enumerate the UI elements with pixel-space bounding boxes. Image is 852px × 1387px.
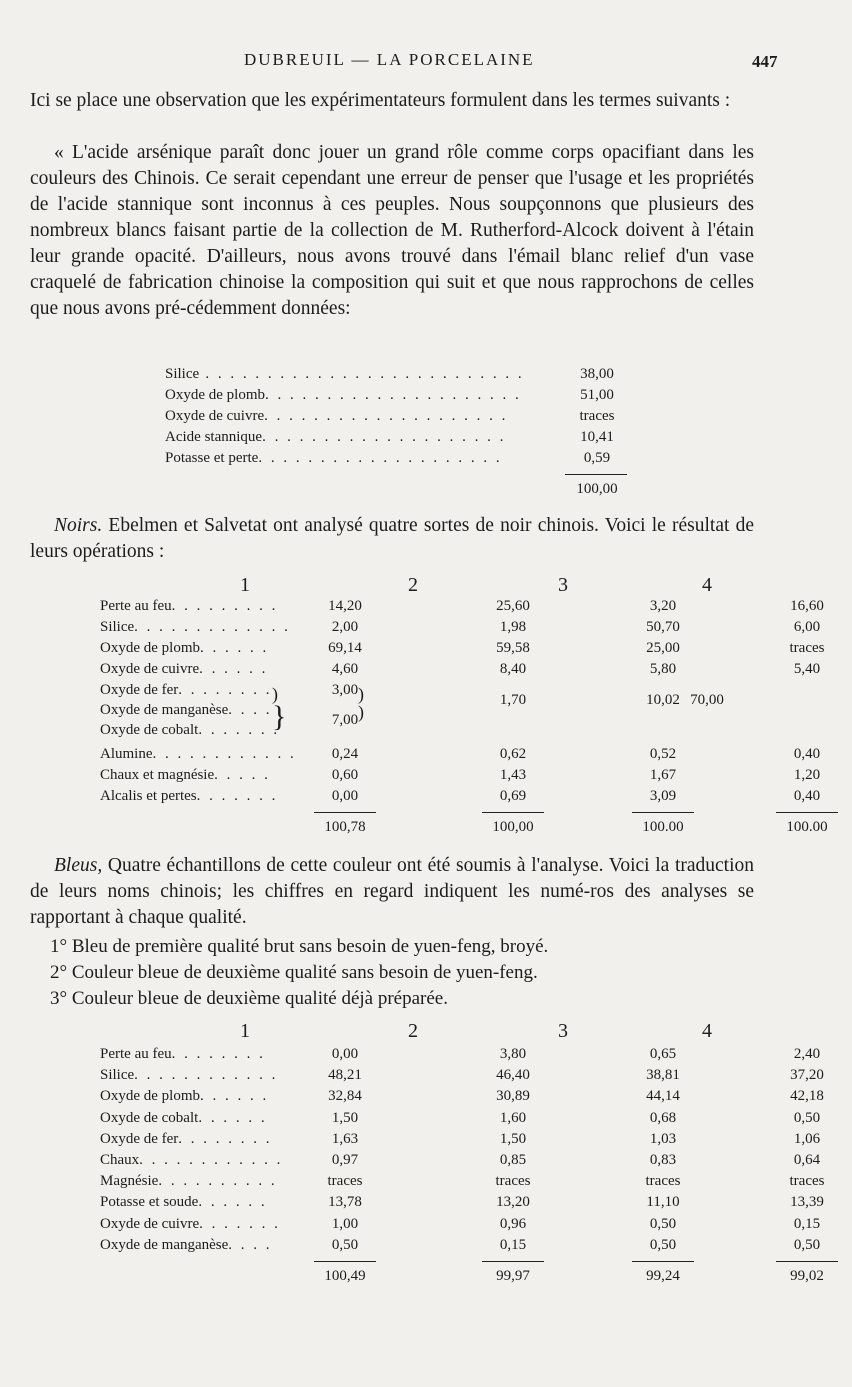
sum-rule [632, 1261, 694, 1262]
leader-dots: . . . . . . [199, 1088, 269, 1105]
cell-value: 1,20 [793, 767, 821, 783]
row-value: 38,00 [580, 366, 614, 382]
table-row [100, 1173, 825, 1193]
cell-value: 5,80 [649, 661, 677, 677]
leader-dots: . . . . . . . . . . [158, 1173, 278, 1190]
table-row [100, 788, 821, 808]
table-row [100, 598, 824, 618]
cell-value: 0,52 [649, 746, 677, 762]
row-label [165, 387, 521, 404]
cell-value: 1,00 [331, 1215, 359, 1232]
noirs-heading: Noirs. [54, 515, 103, 536]
leader-dots: . . . . . . . . . [171, 598, 278, 614]
table-row [165, 387, 635, 407]
cell-value: 13,20 [496, 1194, 530, 1211]
total-value: 100,00 [492, 819, 534, 835]
leader-dots: . . . . . . . [199, 1215, 281, 1232]
cell-value: 0,50 [793, 1236, 821, 1253]
cell-value: 3,00 [331, 682, 359, 698]
cell-value: 10,02 [646, 692, 680, 708]
column-number: 1 [240, 1020, 250, 1042]
row-value: traces [579, 408, 615, 424]
leader-dots: . . . . [228, 702, 273, 718]
cell-value: 30,89 [496, 1088, 530, 1105]
table-row [165, 450, 635, 470]
leader-dots: . . . . . . . . . . . . [152, 746, 297, 762]
total-value: 100.00 [642, 819, 684, 835]
leader-dots: . . . . . . . [198, 722, 280, 738]
cell-value: 0,00 [331, 1046, 359, 1062]
row-label-text: Oxyde de manganèse [100, 702, 229, 718]
column-number: 4 [702, 1020, 712, 1042]
cell-value: traces [495, 1173, 531, 1190]
totals-row [100, 1268, 824, 1288]
cell-value: 1,50 [499, 1130, 527, 1147]
row-label [100, 746, 296, 763]
cell-value: 2,00 [331, 619, 359, 635]
leader-dots: . . . . . . . . . . . . . . . . . . . . [262, 429, 506, 445]
cell-value: 13,39 [790, 1194, 824, 1211]
cell-value: 25,60 [496, 598, 530, 614]
column-number: 3 [558, 574, 568, 596]
table-row [100, 1194, 824, 1214]
cell-value: 42,18 [790, 1088, 824, 1105]
row-label [100, 1088, 269, 1105]
table-row [165, 408, 635, 428]
cell-value: 46,40 [496, 1067, 530, 1084]
row-label [100, 661, 268, 678]
column-number: 3 [558, 1020, 568, 1042]
total-value: 100,00 [576, 481, 618, 497]
table-row [100, 767, 821, 787]
bleus-text: Quatre échantillons de cette couleur ont été soumis à l'analyse. Voici la traduction de leurs noms chinois; les chiffres en regard indiquent les numé-ros des analyses se rapportant à chaque qualité. [30, 855, 755, 928]
cell-value: 0,50 [793, 1109, 821, 1126]
cell-value: 1,70 [499, 692, 527, 708]
cell-value: 48,21 [328, 1067, 362, 1084]
row-label-text: Oxyde de fer [100, 1130, 179, 1147]
row-label [100, 1046, 265, 1063]
sum-rule [314, 812, 376, 813]
row-label-text: Chaux et magnésie [100, 767, 215, 783]
cell-value: 0,50 [331, 1236, 359, 1253]
row-label-text: Oxyde de cuivre [165, 408, 265, 424]
row-label-text: Silice [100, 619, 135, 635]
table-row [100, 1046, 821, 1066]
row-label [100, 682, 272, 699]
leader-dots: . . . . . . [199, 640, 269, 656]
leader-dots: . . . . . . . . . . . . [139, 1152, 283, 1168]
cell-value: 1,06 [793, 1130, 821, 1147]
row-label-text: Oxyde de cobalt [100, 722, 199, 738]
table-row [100, 1215, 821, 1236]
table-row [165, 429, 635, 449]
total-value: 99,97 [496, 1268, 530, 1284]
leader-dots: . . . . . . . . . . . . . . . . . . . . [258, 450, 503, 466]
cell-value: 44,14 [646, 1088, 680, 1105]
cell-value: 37,20 [790, 1067, 824, 1084]
row-label-text: Oxyde de cuivre [100, 661, 200, 677]
cell-value: 14,20 [328, 598, 362, 614]
bleus-item-1: 1° Bleu de première qualité brut sans besoin de yuen-feng, broyé. [50, 936, 549, 957]
row-label-text: Silice [165, 366, 200, 382]
row-value: 10,41 [580, 429, 614, 445]
row-label-text: Chaux [100, 1152, 140, 1168]
cell-value: 0,97 [331, 1152, 359, 1168]
leader-dots: . . . . . . [198, 1109, 268, 1126]
cell-value: 1,50 [331, 1109, 359, 1126]
cell-value: 25,00 [646, 640, 680, 656]
table-row [100, 1109, 821, 1130]
leader-dots: . . . . . . . . [178, 682, 273, 698]
row-label [100, 619, 290, 636]
sum-rule [776, 1261, 838, 1262]
cell-value: 1,67 [649, 767, 677, 783]
bleus-item-2: 2° Couleur bleue de deuxième qualité sans besoin de yuen-feng. [50, 962, 538, 983]
leader-dots: . . . . . . [199, 661, 268, 677]
cell-value: traces [789, 640, 825, 656]
table-row [100, 1152, 821, 1172]
cell-value: 3,09 [649, 788, 677, 804]
row-label-text: Silice [100, 1067, 135, 1084]
cell-value: 0,24 [331, 746, 359, 762]
row-label [100, 1237, 272, 1254]
cell-value: 11,10 [646, 1194, 680, 1211]
leader-dots: . . . . . . . [196, 788, 278, 804]
table-row [100, 1067, 824, 1087]
cell-value: 0,83 [649, 1152, 677, 1168]
table-row [100, 640, 825, 660]
intro-paragraph: Ici se place une observation que les expérimentateurs formulent dans les termes suivants : [30, 90, 731, 111]
cell-value: 0,62 [499, 746, 527, 762]
row-label [165, 366, 524, 383]
table-row [100, 722, 760, 742]
leader-dots: . . . . . [214, 767, 271, 783]
row-label-text: Oxyde de cuivre [100, 1215, 200, 1232]
row-label [100, 640, 269, 657]
row-label-text: Alcalis et pertes [100, 788, 197, 804]
row-label [165, 408, 508, 425]
bleus-heading: Bleus, [54, 855, 103, 876]
brace-left: ) [272, 684, 278, 704]
cell-value: 50,70 [646, 619, 680, 635]
row-label [100, 598, 278, 615]
cell-value: 0,15 [499, 1236, 527, 1253]
leader-dots: . . . . . . . . [171, 1046, 266, 1062]
row-label-text: Magnésie [100, 1173, 159, 1190]
cell-value: 59,58 [496, 640, 530, 656]
cell-value: 8,40 [499, 661, 527, 677]
leader-dots: . . . . . . . . . . . . . . . . . . . . [264, 408, 508, 424]
total-value: 99,24 [646, 1268, 680, 1284]
leader-dots: . . . . . . . . . . . . . . . . . . . . . [264, 387, 522, 403]
column-number: 1 [240, 574, 250, 596]
sum-rule [776, 812, 838, 813]
row-label-text: Oxyde de plomb [165, 387, 265, 403]
column-number: 2 [408, 574, 418, 596]
row-label-text: Potasse et soude [100, 1194, 199, 1211]
leader-dots: . . . . . . [198, 1194, 268, 1211]
row-label [165, 429, 506, 446]
cell-value: 0,96 [499, 1215, 527, 1232]
bleus-paragraph [30, 853, 754, 931]
row-label-text: Oxyde de fer [100, 682, 179, 698]
leader-dots: . . . . . . . . [178, 1130, 273, 1147]
row-label-text: Acide stannique [165, 429, 263, 445]
noirs-text: Ebelmen et Salvetat ont analysé quatre sortes de noir chinois. Voici le résultat de leurs opérations : [30, 515, 754, 562]
row-label [100, 788, 278, 805]
table-row [100, 1236, 821, 1257]
cell-value: traces [645, 1173, 681, 1190]
table-row [100, 1088, 824, 1108]
leader-dots: . . . . . . . . . . . . . . . . . . . . . . . . . . [199, 366, 525, 382]
row-value: 0,59 [583, 450, 611, 466]
table-row [100, 1130, 821, 1151]
row-label [100, 767, 270, 784]
brace-right: ) [358, 702, 364, 722]
row-label [100, 1110, 267, 1127]
table-row [100, 619, 821, 639]
noirs-paragraph [30, 513, 754, 565]
cell-value: 1,63 [331, 1130, 359, 1147]
cell-value: 38,81 [646, 1067, 680, 1084]
column-number: 4 [702, 574, 712, 596]
row-label-text: Oxyde de cobalt [100, 1109, 199, 1126]
row-value: 51,00 [580, 387, 614, 403]
cell-value: 0,65 [649, 1046, 677, 1062]
table-row [100, 661, 821, 681]
page-number: 447 [752, 52, 778, 71]
row-label [100, 1194, 267, 1211]
sum-rule [565, 474, 627, 475]
cell-value: 0,00 [331, 788, 359, 804]
table-row [165, 366, 635, 386]
cell-value: 6,00 [793, 619, 821, 635]
cell-value: 7,00 [331, 712, 359, 728]
total-value: 100,78 [324, 819, 366, 835]
quote-paragraph: « L'acide arsénique paraît donc jouer un grand rôle comme corps opacifiant dans les couleurs des Chinois. Ce serait cependant une erreur de penser que l'usage et les propriétés de l'acide stannique sont inconnus à ces peuples. Nous soupçonnons que plusieurs des nombreux blancs faisant partie de la collection de M. Rutherford-Alcock doivent à l'étain leur grande opacité. D'ailleurs, nous avons trouvé dans l'émail blanc relief d'un vase craquelé de fabrication chinoise la composition qui suit et que nous rapprochons de celles que nous avons pré-cédemment données: [30, 142, 754, 319]
sum-rule [482, 1261, 544, 1262]
brace-left: } [272, 700, 287, 733]
total-value: 100.00 [786, 819, 828, 835]
row-label [100, 1152, 283, 1169]
row-label-text: Perte au feu [100, 598, 172, 614]
cell-value: 0,40 [793, 788, 821, 804]
cell-value: 0,64 [793, 1152, 821, 1168]
cell-value: 0,15 [793, 1215, 821, 1232]
total-value: 99,02 [790, 1268, 824, 1284]
row-label [100, 722, 280, 739]
cell-value: 0,50 [649, 1236, 677, 1253]
cell-value: 70,00 [690, 692, 724, 708]
cell-value: 3,20 [649, 598, 677, 614]
cell-value: 1,60 [499, 1109, 527, 1126]
row-label-text: Oxyde de plomb [100, 1088, 200, 1105]
totals-row [100, 819, 828, 839]
cell-value: 32,84 [328, 1088, 362, 1105]
cell-value: 5,40 [793, 661, 821, 677]
row-label-text: Potasse et perte [165, 450, 259, 466]
cell-value: 13,78 [328, 1194, 362, 1211]
cell-value: 2,40 [793, 1046, 821, 1062]
cell-value: 0,50 [649, 1215, 677, 1232]
cell-value: 16,60 [790, 598, 824, 614]
row-label-text: Oxyde de plomb [100, 640, 200, 656]
cell-value: 3,80 [499, 1046, 527, 1062]
row-label [100, 1173, 277, 1190]
sum-rule [314, 1261, 376, 1262]
page-header [0, 48, 800, 72]
cell-value: 0,40 [793, 746, 821, 762]
row-label [100, 702, 272, 719]
table-row [100, 746, 821, 766]
cell-value: 0,68 [649, 1109, 677, 1126]
row-label-text: Alumine [100, 746, 153, 762]
brace-right: ) [358, 684, 364, 704]
column-number: 2 [408, 1020, 418, 1042]
row-label [165, 450, 502, 467]
cell-value: 1,98 [499, 619, 527, 635]
leader-dots: . . . . [228, 1236, 273, 1253]
row-label-text: Oxyde de manganèse [100, 1236, 229, 1253]
leader-dots: . . . . . . . . . . . . [134, 1067, 278, 1084]
row-label [100, 1216, 280, 1233]
cell-value: 69,14 [328, 640, 362, 656]
cell-value: traces [789, 1173, 825, 1190]
cell-value: 0,60 [331, 767, 359, 783]
row-label [100, 1067, 278, 1084]
sum-rule [482, 812, 544, 813]
cell-value: 1,43 [499, 767, 527, 783]
cell-value: 4,60 [331, 661, 359, 677]
leader-dots: . . . . . . . . . . . . . [134, 619, 291, 635]
cell-value: 0,69 [499, 788, 527, 804]
cell-value: 1,03 [649, 1130, 677, 1147]
running-head: DUBREUIL — LA PORCELAINE [244, 50, 535, 69]
cell-value: 0,85 [499, 1152, 527, 1168]
sum-rule [632, 812, 694, 813]
bleus-item-3: 3° Couleur bleue de deuxième qualité déjà préparée. [50, 988, 448, 1009]
total-value: 100,49 [324, 1268, 366, 1284]
row-label [100, 1131, 272, 1148]
cell-value: traces [327, 1173, 363, 1190]
row-label-text: Perte au feu [100, 1046, 172, 1062]
